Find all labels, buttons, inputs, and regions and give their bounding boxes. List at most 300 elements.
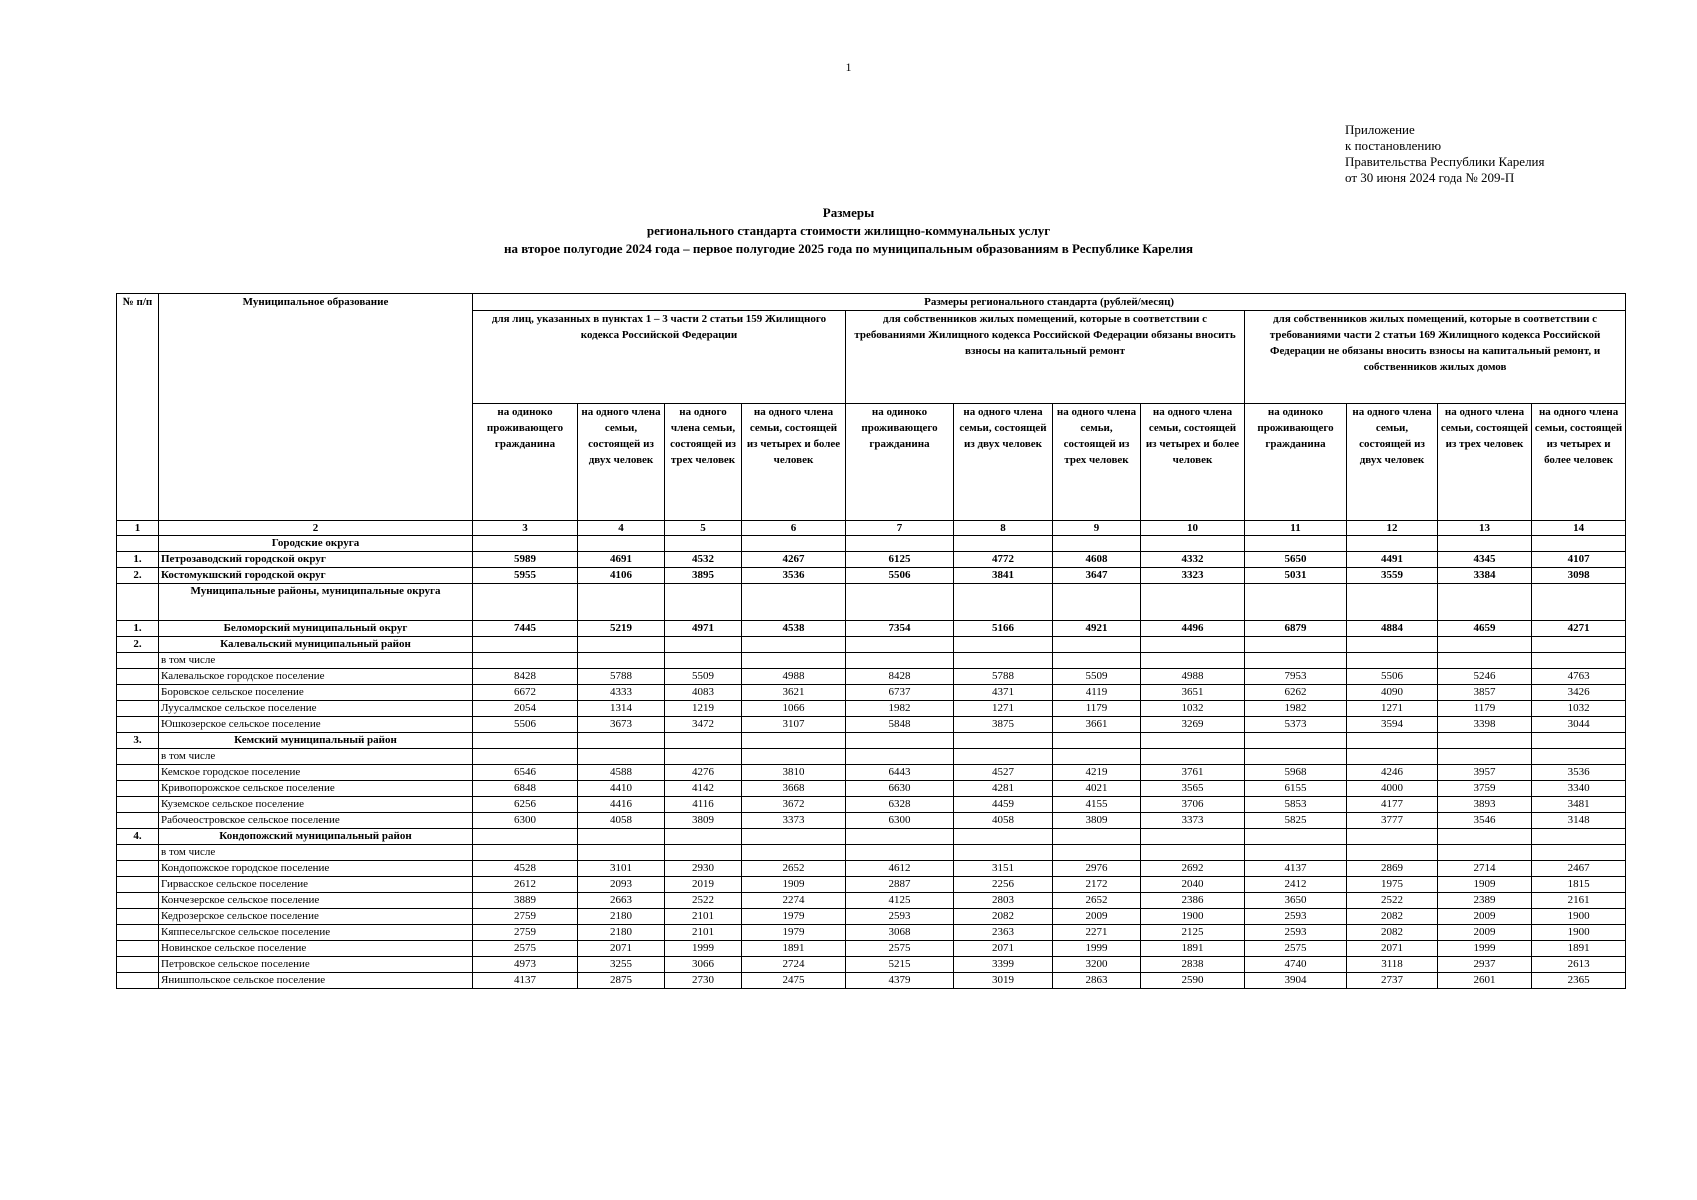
empty-cell bbox=[1053, 584, 1141, 621]
empty-cell bbox=[742, 653, 846, 669]
empty-cell bbox=[742, 829, 846, 845]
table-row bbox=[117, 909, 1626, 925]
value-cell: 8428 bbox=[473, 669, 578, 685]
value-cell: 3107 bbox=[742, 717, 846, 733]
value-cell: 4083 bbox=[665, 685, 742, 701]
row-number-cell bbox=[117, 765, 159, 781]
value-cell: 6879 bbox=[1245, 621, 1347, 637]
empty-cell bbox=[1532, 845, 1626, 861]
column-number: 8 bbox=[954, 521, 1053, 536]
value-cell: 2101 bbox=[665, 925, 742, 941]
table-row bbox=[117, 765, 1626, 781]
value-cell: 4988 bbox=[742, 669, 846, 685]
empty-cell bbox=[1245, 733, 1347, 749]
value-cell: 6848 bbox=[473, 781, 578, 797]
empty-cell bbox=[473, 845, 578, 861]
value-cell: 1999 bbox=[665, 941, 742, 957]
value-cell: 2759 bbox=[473, 909, 578, 925]
empty-cell bbox=[1141, 829, 1245, 845]
column-number: 4 bbox=[578, 521, 665, 536]
value-cell: 4740 bbox=[1245, 957, 1347, 973]
row-number-cell bbox=[117, 973, 159, 989]
row-number-cell bbox=[117, 653, 159, 669]
empty-cell bbox=[1141, 845, 1245, 861]
value-cell: 3895 bbox=[665, 568, 742, 584]
column-numbers-row bbox=[117, 521, 1626, 536]
empty-cell bbox=[578, 584, 665, 621]
title-line: Размеры bbox=[822, 205, 875, 220]
empty-cell bbox=[1245, 829, 1347, 845]
row-number-cell bbox=[117, 797, 159, 813]
value-cell: 4246 bbox=[1347, 765, 1438, 781]
value-cell: 5509 bbox=[665, 669, 742, 685]
value-cell: 6737 bbox=[846, 685, 954, 701]
municipality-name: Гирвасское сельское поселение bbox=[159, 877, 473, 893]
value-cell: 2389 bbox=[1438, 893, 1532, 909]
value-cell: 2612 bbox=[473, 877, 578, 893]
value-cell: 2009 bbox=[1438, 909, 1532, 925]
value-cell: 2737 bbox=[1347, 973, 1438, 989]
row-number-cell bbox=[117, 685, 159, 701]
column-number: 3 bbox=[473, 521, 578, 536]
value-cell: 2161 bbox=[1532, 893, 1626, 909]
header-sub: на одного члена семьи, состоящей из четырех и более человек bbox=[742, 404, 846, 521]
document-title bbox=[0, 204, 1697, 258]
value-cell: 7445 bbox=[473, 621, 578, 637]
section-title: Муниципальные районы, муниципальные округа bbox=[159, 584, 473, 621]
value-cell: 2071 bbox=[954, 941, 1053, 957]
value-cell: 2009 bbox=[1053, 909, 1141, 925]
value-cell: 4333 bbox=[578, 685, 665, 701]
value-cell: 4772 bbox=[954, 552, 1053, 568]
value-cell: 1891 bbox=[1532, 941, 1626, 957]
value-cell: 3761 bbox=[1141, 765, 1245, 781]
value-cell: 2082 bbox=[1347, 925, 1438, 941]
value-cell: 2613 bbox=[1532, 957, 1626, 973]
municipality-name: Петрозаводский городской округ bbox=[159, 552, 473, 568]
value-cell: 6300 bbox=[473, 813, 578, 829]
row-number-cell bbox=[117, 941, 159, 957]
column-number: 6 bbox=[742, 521, 846, 536]
page-number: 1 bbox=[845, 60, 852, 74]
empty-cell bbox=[1245, 653, 1347, 669]
value-cell: 2803 bbox=[954, 893, 1053, 909]
empty-cell bbox=[846, 584, 954, 621]
value-cell: 8428 bbox=[846, 669, 954, 685]
value-cell: 4116 bbox=[665, 797, 742, 813]
value-cell: 4142 bbox=[665, 781, 742, 797]
empty-cell bbox=[578, 536, 665, 552]
value-cell: 5989 bbox=[473, 552, 578, 568]
value-cell: 2071 bbox=[578, 941, 665, 957]
table-row bbox=[117, 653, 1626, 669]
header-sub: на одиноко проживающего гражданина bbox=[1245, 404, 1347, 521]
value-cell: 4459 bbox=[954, 797, 1053, 813]
empty-cell bbox=[1347, 733, 1438, 749]
value-cell: 3536 bbox=[1532, 765, 1626, 781]
empty-cell bbox=[578, 637, 665, 653]
empty-cell bbox=[473, 653, 578, 669]
empty-cell bbox=[1347, 584, 1438, 621]
empty-cell bbox=[578, 829, 665, 845]
value-cell: 6300 bbox=[846, 813, 954, 829]
empty-cell bbox=[578, 653, 665, 669]
table-row bbox=[117, 701, 1626, 717]
value-cell: 2575 bbox=[846, 941, 954, 957]
value-cell: 3661 bbox=[1053, 717, 1141, 733]
empty-cell bbox=[1347, 749, 1438, 765]
empty-cell bbox=[1141, 749, 1245, 765]
table-row bbox=[117, 568, 1626, 584]
value-cell: 1179 bbox=[1053, 701, 1141, 717]
municipality-name: Боровское сельское поселение bbox=[159, 685, 473, 701]
district-name: Кемский муниципальный район bbox=[159, 733, 473, 749]
value-cell: 3546 bbox=[1438, 813, 1532, 829]
value-cell: 2256 bbox=[954, 877, 1053, 893]
value-cell: 3151 bbox=[954, 861, 1053, 877]
value-cell: 5788 bbox=[578, 669, 665, 685]
empty-cell bbox=[742, 749, 846, 765]
value-cell: 1891 bbox=[742, 941, 846, 957]
empty-cell bbox=[665, 653, 742, 669]
value-cell: 2937 bbox=[1438, 957, 1532, 973]
municipality-name: Костомукшский городской округ bbox=[159, 568, 473, 584]
value-cell: 5166 bbox=[954, 621, 1053, 637]
district-name: Калевальский муниципальный район bbox=[159, 637, 473, 653]
empty-cell bbox=[954, 536, 1053, 552]
table-row bbox=[117, 749, 1626, 765]
value-cell: 1179 bbox=[1438, 701, 1532, 717]
value-cell: 2271 bbox=[1053, 925, 1141, 941]
value-cell: 1999 bbox=[1053, 941, 1141, 957]
column-number: 12 bbox=[1347, 521, 1438, 536]
value-cell: 3098 bbox=[1532, 568, 1626, 584]
value-cell: 6155 bbox=[1245, 781, 1347, 797]
value-cell: 1271 bbox=[954, 701, 1053, 717]
municipality-name: Луусалмское сельское поселение bbox=[159, 701, 473, 717]
empty-cell bbox=[1438, 845, 1532, 861]
appendix-line: Приложение bbox=[1345, 122, 1415, 137]
value-cell: 4000 bbox=[1347, 781, 1438, 797]
value-cell: 3809 bbox=[1053, 813, 1141, 829]
empty-cell bbox=[1347, 536, 1438, 552]
value-cell: 4267 bbox=[742, 552, 846, 568]
value-cell: 2040 bbox=[1141, 877, 1245, 893]
table-row bbox=[117, 813, 1626, 829]
value-cell: 2082 bbox=[954, 909, 1053, 925]
header-sub: на одного члена семьи, состоящей из двух человек bbox=[1347, 404, 1438, 521]
value-cell: 1314 bbox=[578, 701, 665, 717]
value-cell: 3893 bbox=[1438, 797, 1532, 813]
value-cell: 3148 bbox=[1532, 813, 1626, 829]
value-cell: 3651 bbox=[1141, 685, 1245, 701]
row-number: 1. bbox=[117, 621, 159, 637]
table-row bbox=[117, 584, 1626, 621]
table-row bbox=[117, 925, 1626, 941]
value-cell: 2054 bbox=[473, 701, 578, 717]
value-cell: 3384 bbox=[1438, 568, 1532, 584]
value-cell: 3472 bbox=[665, 717, 742, 733]
value-cell: 3647 bbox=[1053, 568, 1141, 584]
value-cell: 5650 bbox=[1245, 552, 1347, 568]
value-cell: 1900 bbox=[1532, 909, 1626, 925]
row-number: 4. bbox=[117, 829, 159, 845]
value-cell: 1909 bbox=[742, 877, 846, 893]
empty-cell bbox=[1141, 733, 1245, 749]
value-cell: 4410 bbox=[578, 781, 665, 797]
header-sub: на одного члена семьи, состоящей из двух человек bbox=[954, 404, 1053, 521]
value-cell: 2412 bbox=[1245, 877, 1347, 893]
empty-cell bbox=[665, 584, 742, 621]
value-cell: 3399 bbox=[954, 957, 1053, 973]
value-cell: 7354 bbox=[846, 621, 954, 637]
value-cell: 4276 bbox=[665, 765, 742, 781]
value-cell: 2071 bbox=[1347, 941, 1438, 957]
value-cell: 4496 bbox=[1141, 621, 1245, 637]
value-cell: 3398 bbox=[1438, 717, 1532, 733]
value-cell: 2593 bbox=[1245, 909, 1347, 925]
table-row bbox=[117, 733, 1626, 749]
value-cell: 3810 bbox=[742, 765, 846, 781]
empty-cell bbox=[1532, 749, 1626, 765]
value-cell: 4058 bbox=[954, 813, 1053, 829]
empty-cell bbox=[1053, 653, 1141, 669]
empty-cell bbox=[1532, 637, 1626, 653]
value-cell: 5509 bbox=[1053, 669, 1141, 685]
value-cell: 6672 bbox=[473, 685, 578, 701]
value-cell: 2714 bbox=[1438, 861, 1532, 877]
empty-cell bbox=[742, 845, 846, 861]
table-row bbox=[117, 845, 1626, 861]
value-cell: 3706 bbox=[1141, 797, 1245, 813]
table-row bbox=[117, 893, 1626, 909]
empty-cell bbox=[846, 653, 954, 669]
empty-cell bbox=[1347, 829, 1438, 845]
empty-cell bbox=[954, 584, 1053, 621]
empty-cell bbox=[578, 749, 665, 765]
value-cell: 4177 bbox=[1347, 797, 1438, 813]
value-cell: 3889 bbox=[473, 893, 578, 909]
value-cell: 4659 bbox=[1438, 621, 1532, 637]
value-cell: 3536 bbox=[742, 568, 846, 584]
value-cell: 3066 bbox=[665, 957, 742, 973]
column-number: 7 bbox=[846, 521, 954, 536]
value-cell: 1982 bbox=[1245, 701, 1347, 717]
value-cell: 2180 bbox=[578, 925, 665, 941]
empty-cell bbox=[1141, 584, 1245, 621]
appendix-line: от 30 июня 2024 года № 209-П bbox=[1345, 170, 1515, 185]
column-number: 9 bbox=[1053, 521, 1141, 536]
municipality-name: Калевальское городское поселение bbox=[159, 669, 473, 685]
row-number-cell bbox=[117, 861, 159, 877]
value-cell: 4588 bbox=[578, 765, 665, 781]
municipality-name: Беломорский муниципальный округ bbox=[159, 621, 473, 637]
value-cell: 3875 bbox=[954, 717, 1053, 733]
column-number: 2 bbox=[159, 521, 473, 536]
subheading-label: в том числе bbox=[159, 845, 473, 861]
empty-cell bbox=[473, 829, 578, 845]
value-cell: 1032 bbox=[1532, 701, 1626, 717]
table-row bbox=[117, 781, 1626, 797]
value-cell: 2724 bbox=[742, 957, 846, 973]
value-cell: 1982 bbox=[846, 701, 954, 717]
municipality-name: Петровское сельское поселение bbox=[159, 957, 473, 973]
value-cell: 4125 bbox=[846, 893, 954, 909]
empty-cell bbox=[578, 845, 665, 861]
empty-cell bbox=[846, 845, 954, 861]
header-municipality: Муниципальное образование bbox=[159, 294, 473, 521]
header-sub: на одиноко проживающего гражданина bbox=[473, 404, 578, 521]
value-cell: 4371 bbox=[954, 685, 1053, 701]
empty-cell bbox=[1532, 733, 1626, 749]
municipality-name: Новинское сельское поселение bbox=[159, 941, 473, 957]
empty-cell bbox=[1347, 637, 1438, 653]
value-cell: 4058 bbox=[578, 813, 665, 829]
row-number-cell bbox=[117, 813, 159, 829]
value-cell: 5848 bbox=[846, 717, 954, 733]
empty-cell bbox=[1053, 637, 1141, 653]
empty-cell bbox=[742, 536, 846, 552]
empty-cell bbox=[665, 749, 742, 765]
value-cell: 4281 bbox=[954, 781, 1053, 797]
value-cell: 2692 bbox=[1141, 861, 1245, 877]
empty-cell bbox=[1141, 653, 1245, 669]
empty-cell bbox=[665, 829, 742, 845]
section-title: Городские округа bbox=[159, 536, 473, 552]
value-cell: 5506 bbox=[473, 717, 578, 733]
empty-cell bbox=[1438, 536, 1532, 552]
empty-cell bbox=[846, 749, 954, 765]
row-number-cell bbox=[117, 584, 159, 621]
appendix-line: к постановлению bbox=[1345, 138, 1442, 153]
value-cell: 3323 bbox=[1141, 568, 1245, 584]
table-row bbox=[117, 941, 1626, 957]
value-cell: 3777 bbox=[1347, 813, 1438, 829]
value-cell: 2601 bbox=[1438, 973, 1532, 989]
value-cell: 4271 bbox=[1532, 621, 1626, 637]
municipality-name: Кяппесельгское сельское поселение bbox=[159, 925, 473, 941]
empty-cell bbox=[665, 637, 742, 653]
empty-cell bbox=[1245, 584, 1347, 621]
empty-cell bbox=[954, 733, 1053, 749]
value-cell: 4921 bbox=[1053, 621, 1141, 637]
empty-cell bbox=[1347, 653, 1438, 669]
value-cell: 5373 bbox=[1245, 717, 1347, 733]
value-cell: 3857 bbox=[1438, 685, 1532, 701]
value-cell: 5825 bbox=[1245, 813, 1347, 829]
value-cell: 3673 bbox=[578, 717, 665, 733]
row-number-cell bbox=[117, 781, 159, 797]
value-cell: 1900 bbox=[1141, 909, 1245, 925]
value-cell: 2522 bbox=[1347, 893, 1438, 909]
row-number-cell bbox=[117, 909, 159, 925]
value-cell: 3426 bbox=[1532, 685, 1626, 701]
empty-cell bbox=[1245, 749, 1347, 765]
value-cell: 6328 bbox=[846, 797, 954, 813]
value-cell: 1815 bbox=[1532, 877, 1626, 893]
value-cell: 3841 bbox=[954, 568, 1053, 584]
value-cell: 3809 bbox=[665, 813, 742, 829]
table-row bbox=[117, 829, 1626, 845]
standards-table bbox=[116, 293, 1626, 989]
row-number-cell bbox=[117, 877, 159, 893]
row-number: 2. bbox=[117, 568, 159, 584]
value-cell: 4763 bbox=[1532, 669, 1626, 685]
empty-cell bbox=[1053, 829, 1141, 845]
row-number: 2. bbox=[117, 637, 159, 653]
column-number: 13 bbox=[1438, 521, 1532, 536]
value-cell: 2930 bbox=[665, 861, 742, 877]
value-cell: 6546 bbox=[473, 765, 578, 781]
header-sub: на одного члена семьи, состоящей из четырех и более человек bbox=[1532, 404, 1626, 521]
table-row bbox=[117, 552, 1626, 568]
column-number: 10 bbox=[1141, 521, 1245, 536]
empty-cell bbox=[1438, 653, 1532, 669]
header-sub: на одного члена семьи, состоящей из двух человек bbox=[578, 404, 665, 521]
table-row bbox=[117, 957, 1626, 973]
value-cell: 4528 bbox=[473, 861, 578, 877]
value-cell: 4612 bbox=[846, 861, 954, 877]
value-cell: 3668 bbox=[742, 781, 846, 797]
column-number: 14 bbox=[1532, 521, 1626, 536]
value-cell: 5246 bbox=[1438, 669, 1532, 685]
value-cell: 3340 bbox=[1532, 781, 1626, 797]
value-cell: 1979 bbox=[742, 925, 846, 941]
value-cell: 1900 bbox=[1532, 925, 1626, 941]
empty-cell bbox=[1245, 536, 1347, 552]
value-cell: 2101 bbox=[665, 909, 742, 925]
empty-cell bbox=[473, 637, 578, 653]
table-row bbox=[117, 621, 1626, 637]
value-cell: 5219 bbox=[578, 621, 665, 637]
value-cell: 2093 bbox=[578, 877, 665, 893]
municipality-name: Кемское городское поселение bbox=[159, 765, 473, 781]
header-sub: на одного члена семьи, состоящей из трех человек bbox=[1438, 404, 1532, 521]
value-cell: 6630 bbox=[846, 781, 954, 797]
empty-cell bbox=[1438, 584, 1532, 621]
row-number: 1. bbox=[117, 552, 159, 568]
value-cell: 2838 bbox=[1141, 957, 1245, 973]
empty-cell bbox=[473, 584, 578, 621]
empty-cell bbox=[665, 845, 742, 861]
empty-cell bbox=[665, 733, 742, 749]
value-cell: 2875 bbox=[578, 973, 665, 989]
header-group: для собственников жилых помещений, которые в соответствии с требованиями части 2 статьи 169 Жилищного кодекса Российской Федерации не обязаны вносить взносы на капитальный ремонт, и собственников жилых домов bbox=[1245, 311, 1626, 404]
row-number-cell bbox=[117, 536, 159, 552]
value-cell: 2125 bbox=[1141, 925, 1245, 941]
municipality-name: Кондопожское городское поселение bbox=[159, 861, 473, 877]
empty-cell bbox=[578, 733, 665, 749]
value-cell: 4106 bbox=[578, 568, 665, 584]
value-cell: 2869 bbox=[1347, 861, 1438, 877]
value-cell: 4219 bbox=[1053, 765, 1141, 781]
value-cell: 3118 bbox=[1347, 957, 1438, 973]
value-cell: 3621 bbox=[742, 685, 846, 701]
municipality-name: Кедрозерское сельское поселение bbox=[159, 909, 473, 925]
empty-cell bbox=[665, 536, 742, 552]
value-cell: 2180 bbox=[578, 909, 665, 925]
value-cell: 2009 bbox=[1438, 925, 1532, 941]
value-cell: 5031 bbox=[1245, 568, 1347, 584]
value-cell: 3650 bbox=[1245, 893, 1347, 909]
municipality-name: Кончезерское сельское поселение bbox=[159, 893, 473, 909]
value-cell: 3565 bbox=[1141, 781, 1245, 797]
appendix-note bbox=[1345, 122, 1545, 186]
value-cell: 4608 bbox=[1053, 552, 1141, 568]
title-line: регионального стандарта стоимости жилищно-коммунальных услуг bbox=[646, 223, 1051, 238]
value-cell: 4137 bbox=[1245, 861, 1347, 877]
title-line: на второе полугодие 2024 года – первое полугодие 2025 года по муниципальным образованиям в Республике Карелия bbox=[503, 241, 1193, 256]
